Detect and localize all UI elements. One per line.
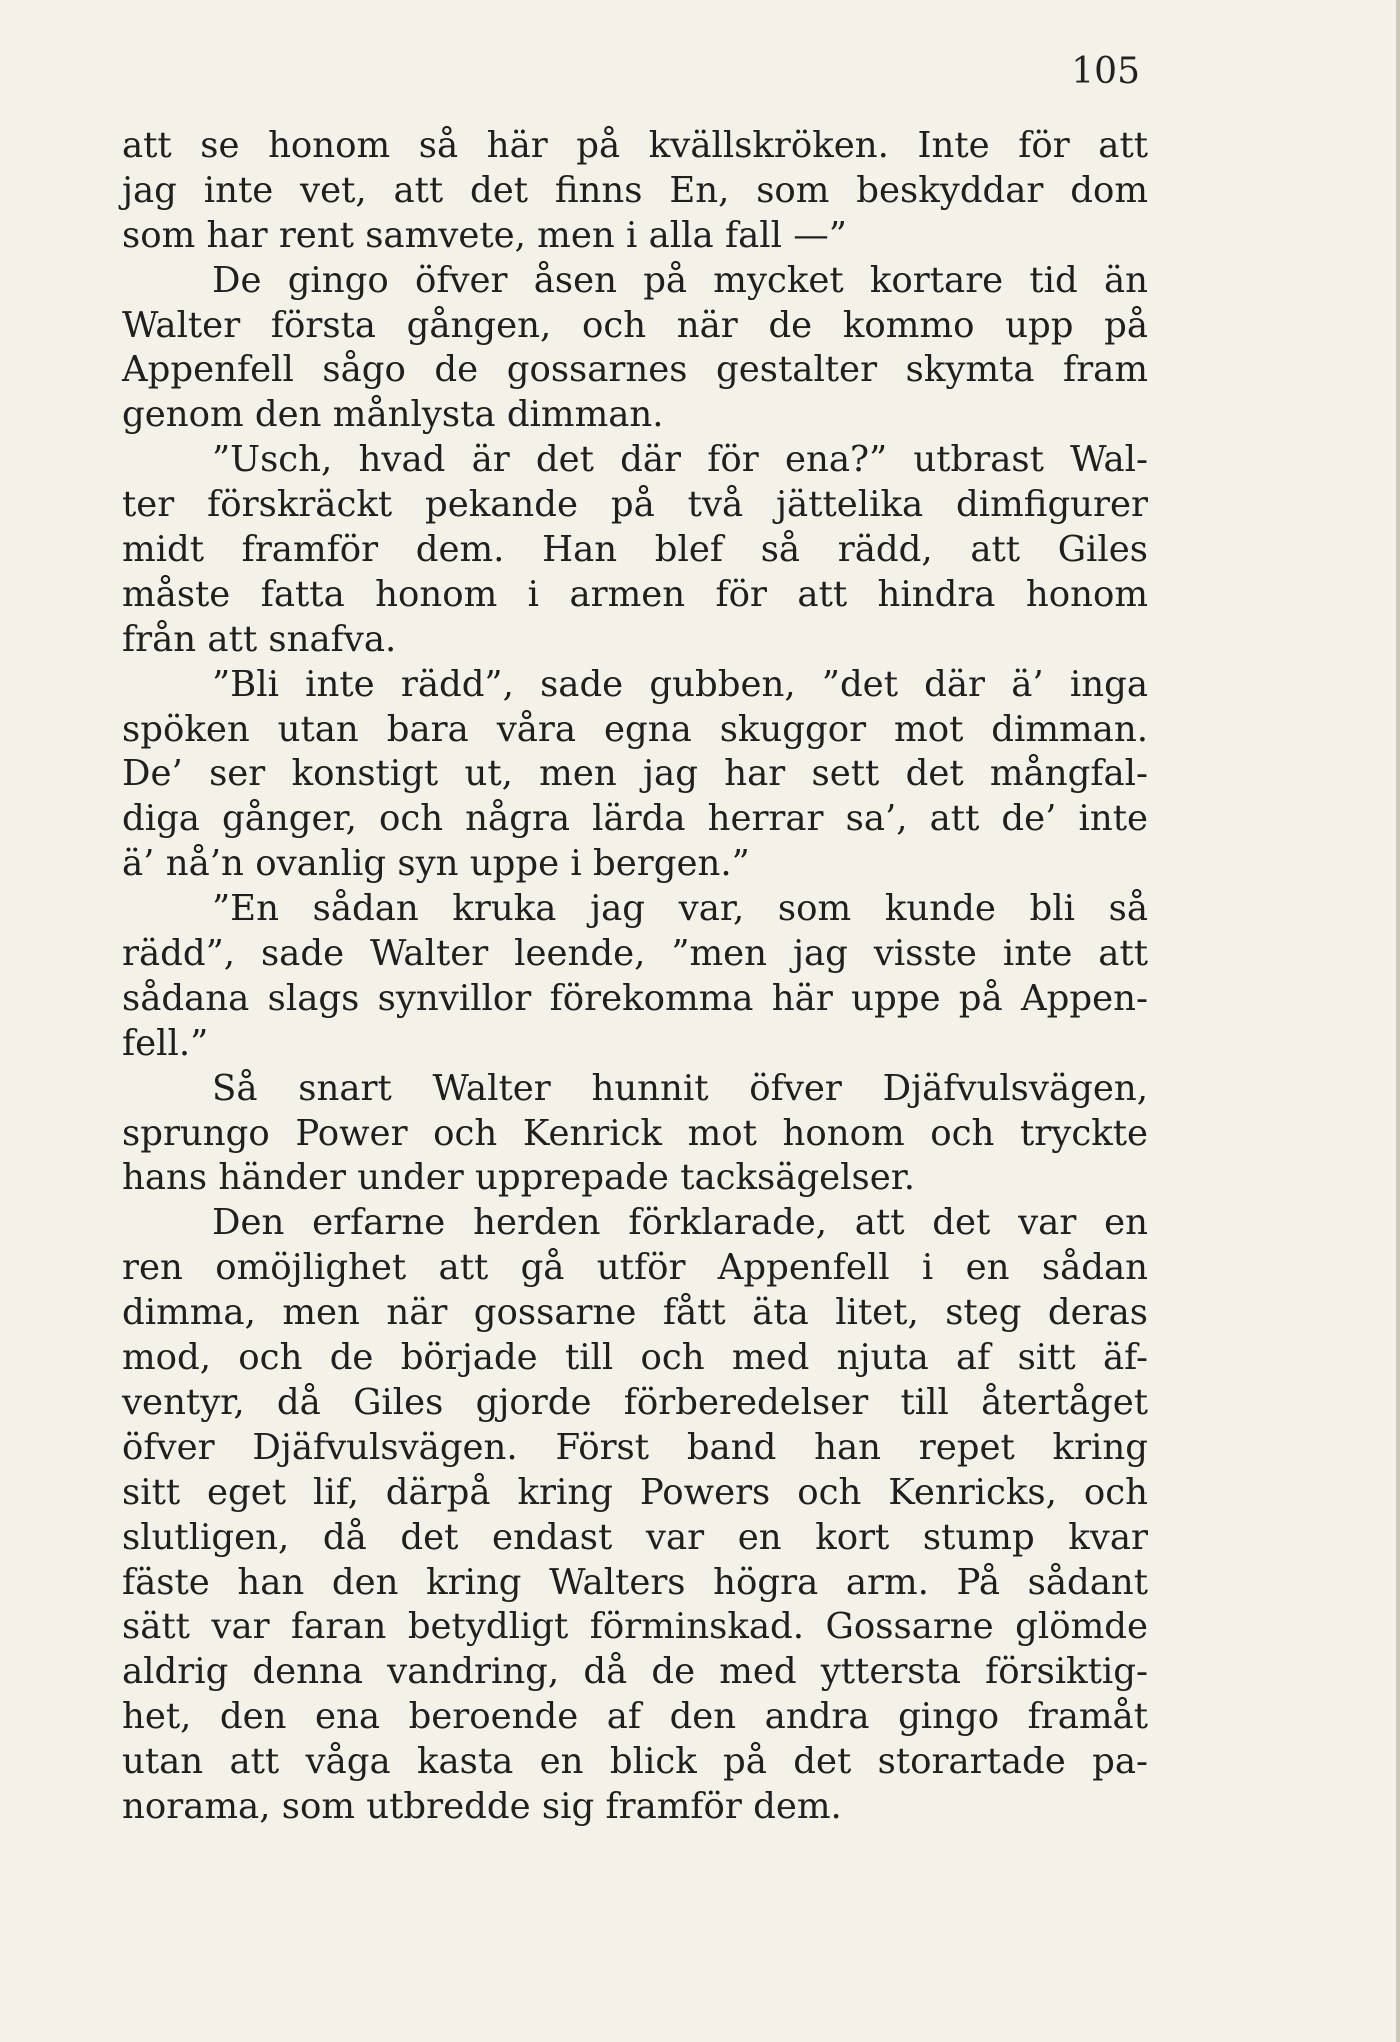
text-line: rädd”, sade Walter leende, ”men jag visste inte att xyxy=(122,933,1148,975)
text-line: aldrig denna vandring, då de med yttersta försiktig- xyxy=(122,1651,1148,1693)
text-line: Appenfell sågo de gossarnes gestalter skymta fram xyxy=(122,349,1148,391)
text-line: ”Usch, hvad är det där för ena?” utbrast Wal- xyxy=(212,439,1148,481)
text-line: fäste han den kring Walters högra arm. På sådant xyxy=(122,1561,1148,1603)
text-line: utan att våga kasta en blick på det storartade pa- xyxy=(122,1741,1148,1783)
body-text xyxy=(122,124,1148,1830)
text-line: midt framför dem. Han blef så rädd, att Giles xyxy=(122,529,1148,571)
text-line: jag inte vet, att det finns En, som beskyddar dom xyxy=(122,169,1148,211)
text-line: slutligen, då det endast var en kort stump kvar xyxy=(122,1516,1148,1558)
page-edge xyxy=(1396,0,1400,2042)
text-line: måste fatta honom i armen för att hindra honom xyxy=(122,573,1148,615)
text-line: ”En sådan kruka jag var, som kunde bli så xyxy=(212,888,1148,930)
text-line: Walter första gången, och när de kommo upp på xyxy=(122,304,1148,346)
text-line: sätt var faran betydligt förminskad. Gossarne glömde xyxy=(122,1606,1148,1648)
text-line: från att snafva. xyxy=(122,618,397,660)
text-line: att se honom så här på kvällskröken. Inte för att xyxy=(122,125,1148,166)
text-line: De’ ser konstigt ut, men jag har sett det mångfal- xyxy=(122,753,1148,795)
text-line: norama, som utbredde sig framför dem. xyxy=(122,1785,842,1827)
text-line: hans händer under upprepade tacksägelser. xyxy=(122,1157,916,1199)
text-line: fell.” xyxy=(122,1022,209,1064)
text-line: som har rent samvete, men i alla fall —” xyxy=(122,214,847,256)
text-line: sådana slags synvillor förekomma här uppe på Appen- xyxy=(122,977,1148,1019)
page-number: 105 xyxy=(1071,51,1140,92)
text-line: mod, och de började till och med njuta af sitt äf- xyxy=(122,1337,1148,1379)
text-line: het, den ena beroende af den andra gingo framåt xyxy=(122,1696,1148,1738)
text-line: sitt eget lif, därpå kring Powers och Kenricks, och xyxy=(122,1471,1148,1513)
text-line: ren omöjlighet att gå utför Appenfell i en sådan xyxy=(122,1247,1148,1289)
text-line: spöken utan bara våra egna skuggor mot dimman. xyxy=(122,708,1148,750)
text-line: Den erfarne herden förklarade, att det var en xyxy=(212,1202,1148,1244)
text-line: öfver Djäfvulsvägen. Först band han repet kring xyxy=(122,1426,1148,1468)
text-line: diga gånger, och några lärda herrar sa’, att de’ inte xyxy=(122,798,1148,840)
text-line: ä’ nå’n ovanlig syn uppe i bergen.” xyxy=(122,843,750,885)
text-line: De gingo öfver åsen på mycket kortare tid än xyxy=(212,259,1148,301)
text-line: ter förskräckt pekande på två jättelika dimfigurer xyxy=(122,484,1148,526)
text-line: ”Bli inte rädd”, sade gubben, ”det där ä’ inga xyxy=(212,663,1148,705)
text-line: sprungo Power och Kenrick mot honom och tryckte xyxy=(122,1112,1148,1154)
text-line: ventyr, då Giles gjorde förberedelser till återtåget xyxy=(122,1381,1148,1423)
text-line: dimma, men när gossarne fått äta litet, steg deras xyxy=(122,1292,1148,1334)
text-line: Så snart Walter hunnit öfver Djäfvulsvägen, xyxy=(212,1067,1148,1109)
text-line: genom den månlysta dimman. xyxy=(122,394,664,436)
